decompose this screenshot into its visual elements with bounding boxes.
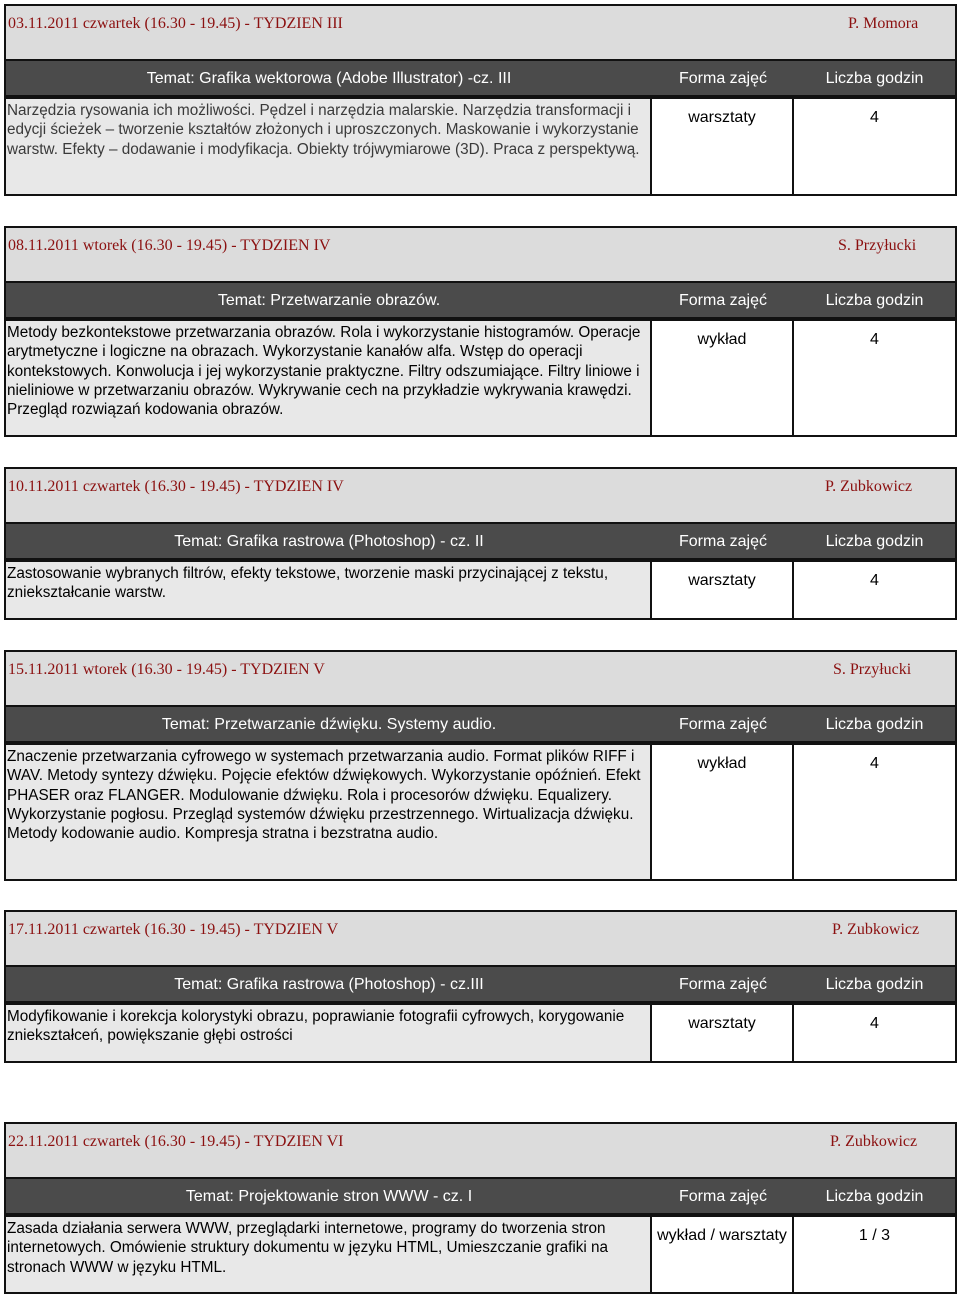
topic-description: Metody bezkontekstowe przetwarzania obrazów. Rola i wykorzystanie histogramów. Operacje arytmetyczne i logiczne na obrazach. Wykorzystanie kanałów alfa. Wstęp do operacji kontekstowych. Konwolucja i jej wykorzystanie praktyczne. Filtry odszumiające. Filtry liniowe i nieliniowe w przetwarzaniu obrazów. Wykrywanie cech na przykładzie wykrywania krawędzi. Przegląd rozwiązań kodowania obrazów.	[6, 321, 652, 435]
topic-title: Temat: Przetwarzanie obrazów.	[217, 292, 441, 309]
session-date: 22.11.2011 czwartek (16.30 - 19.45) - TYDZIEN VI	[8, 1133, 344, 1150]
lecturer-name: S. Przyłucki	[833, 661, 912, 678]
class-form: warsztaty	[652, 99, 794, 194]
class-form: wykład	[652, 321, 794, 435]
topic-description: Znaczenie przetwarzania cyfrowego w systemach przetwarzania audio. Format plików RIFF i WAV. Metody syntezy dźwięku. Pojęcie efektów dźwiękowych. Wykorzystanie opóźnień. Efekt PHASER oraz FLANGER. Modulowanie dźwięku. Rola i procesorów dźwięku. Equalizery. Wykorzystanie pogłosu. Przegląd systemów dźwięku przestrzennego. Wirtualizacja dźwięku. Metody kodowanie audio. Kompresja stratna i bezstratna audio.	[6, 745, 652, 879]
forma-header: Forma zajęć	[678, 70, 768, 87]
schedule-block-6	[4, 1122, 957, 1294]
class-hours: 1 / 3	[858, 1227, 891, 1244]
session-date: 17.11.2011 czwartek (16.30 - 19.45) - TYDZIEN V	[8, 921, 339, 938]
session-date: 08.11.2011 wtorek (16.30 - 19.45) - TYDZIEN IV	[8, 237, 331, 254]
topic-title: Temat: Projektowanie stron WWW - cz. I	[185, 1188, 473, 1205]
topic-body	[4, 97, 957, 196]
topic-header	[4, 522, 957, 560]
hours-header: Liczba godzin	[825, 976, 924, 993]
schedule-block-2	[4, 226, 957, 437]
topic-header	[4, 281, 957, 319]
topic-body	[4, 560, 957, 620]
topic-description: Zastosowanie wybranych filtrów, efekty tekstowe, tworzenie maski przycinającej z tekstu, zniekształcanie warstw.	[6, 562, 652, 618]
session-date: 15.11.2011 wtorek (16.30 - 19.45) - TYDZIEN V	[8, 661, 325, 678]
hours-header: Liczba godzin	[825, 716, 924, 733]
date-bar	[4, 4, 957, 59]
topic-body	[4, 743, 957, 881]
class-form: wykład	[652, 745, 794, 879]
date-bar	[4, 1122, 957, 1177]
topic-title: Temat: Przetwarzanie dźwięku. Systemy audio.	[161, 716, 497, 733]
forma-header: Forma zajęć	[678, 292, 768, 309]
topic-header	[4, 59, 957, 97]
lecturer-name: S. Przyłucki	[838, 237, 917, 254]
topic-description: Narzędzia rysowania ich możliwości. Pędzel i narzędzia malarskie. Narzędzia transformacji i edycji ścieżek – tworzenie kształtów złożonych i uproszczonych. Maskowanie i wykorzystanie warstw. Efekty – dodawanie i modyfikacja. Obiekty trójwymiarowe (3D). Praca z perspektywą.	[6, 99, 652, 194]
schedule-block-4	[4, 650, 957, 881]
hours-header: Liczba godzin	[825, 533, 924, 550]
session-date: 10.11.2011 czwartek (16.30 - 19.45) - TYDZIEN IV	[8, 478, 344, 495]
forma-header: Forma zajęć	[678, 716, 768, 733]
date-bar	[4, 650, 957, 705]
hours-header: Liczba godzin	[825, 70, 924, 87]
forma-header: Forma zajęć	[678, 976, 768, 993]
topic-body	[4, 319, 957, 437]
date-bar	[4, 226, 957, 281]
lecturer-name: P. Momora	[848, 15, 919, 32]
topic-description: Modyfikowanie i korekcja kolorystyki obrazu, poprawianie fotografii cyfrowych, korygowanie zniekształceń, powiększanie głębi ostrości	[6, 1005, 652, 1061]
schedule-block-3	[4, 467, 957, 620]
lecturer-name: P. Zubkowicz	[825, 478, 913, 495]
lecturer-name: P. Zubkowicz	[830, 1133, 918, 1150]
schedule-block-5	[4, 910, 957, 1063]
topic-header	[4, 1177, 957, 1215]
schedule-block-1	[4, 4, 957, 196]
class-hours: 4	[870, 1015, 879, 1032]
forma-header: Forma zajęć	[678, 533, 768, 550]
hours-header: Liczba godzin	[825, 292, 924, 309]
topic-body	[4, 1003, 957, 1063]
topic-header	[4, 965, 957, 1003]
class-form: wykład / warsztaty	[652, 1217, 794, 1292]
class-hours: 4	[870, 572, 879, 589]
topic-title: Temat: Grafika rastrowa (Photoshop) - cz. II	[174, 533, 484, 550]
session-date: 03.11.2011 czwartek (16.30 - 19.45) - TYDZIEN III	[8, 15, 343, 32]
topic-title: Temat: Grafika rastrowa (Photoshop) - cz.III	[174, 976, 484, 993]
date-bar	[4, 910, 957, 965]
class-form: warsztaty	[652, 562, 794, 618]
topic-body	[4, 1215, 957, 1294]
forma-header: Forma zajęć	[678, 1188, 768, 1205]
class-hours: 4	[870, 109, 879, 126]
date-bar	[4, 467, 957, 522]
class-form: warsztaty	[652, 1005, 794, 1061]
topic-header	[4, 705, 957, 743]
class-hours: 4	[870, 755, 879, 772]
hours-header: Liczba godzin	[825, 1188, 924, 1205]
topic-description: Zasada działania serwera WWW, przeglądarki internetowe, programy do tworzenia stron internetowych. Omówienie struktury dokumentu w języku HTML, Umieszczanie grafiki na stronach WWW w języku HTML.	[6, 1217, 652, 1292]
class-hours: 4	[870, 331, 879, 348]
topic-title: Temat: Grafika wektorowa (Adobe Illustrator) -cz. III	[146, 70, 512, 87]
lecturer-name: P. Zubkowicz	[832, 921, 920, 938]
